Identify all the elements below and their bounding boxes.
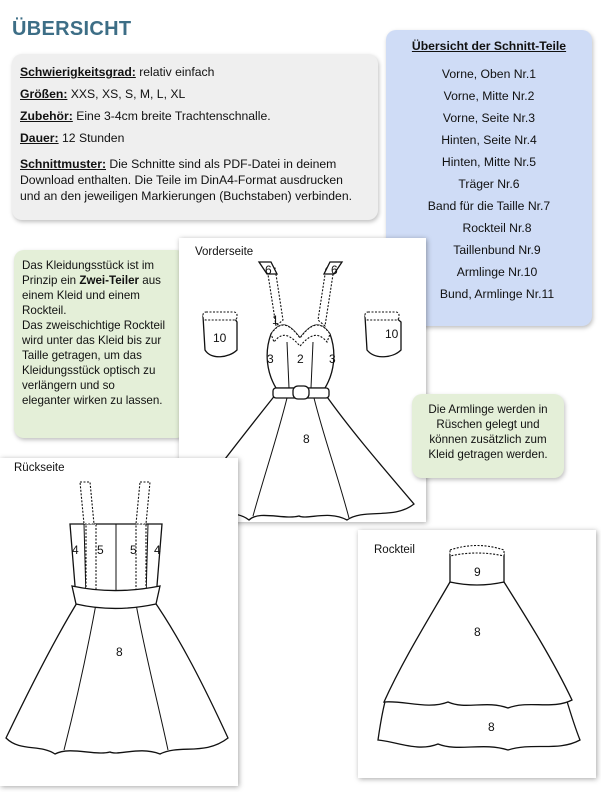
skirt-drawing (358, 530, 596, 778)
part-item: Rockteil Nr.8 (462, 221, 532, 235)
note-line: verlängern und so (22, 379, 115, 392)
front-view-label: Vorderseite (195, 246, 254, 258)
part-item: Vorne, Seite Nr.3 (442, 111, 536, 125)
front-strap-number-left: 6 (265, 263, 272, 277)
page-title: ÜBERSICHT (12, 18, 132, 40)
note-line: wird unter das Kleid bis zur (22, 334, 162, 347)
front-skirt-number: 8 (303, 432, 310, 446)
pattern-row (20, 156, 370, 204)
two-piece-note (14, 250, 186, 438)
back-side-number-right: 4 (154, 543, 161, 557)
note-line: Kleidungsstück optisch zu (22, 364, 156, 377)
skirt-panel (358, 530, 596, 778)
part-item: Vorne, Oben Nr.1 (441, 67, 537, 81)
part-item: Vorne, Mitte Nr.2 (443, 89, 535, 103)
back-view-panel (0, 458, 238, 786)
difficulty-row (20, 64, 370, 80)
part-item: Träger Nr.6 (458, 177, 520, 191)
skirt-label: Rockteil (374, 544, 415, 556)
part-item: Band für die Taille Nr.7 (427, 199, 551, 213)
accessories-row (20, 108, 370, 124)
front-arm-number-right: 10 (385, 327, 399, 341)
pattern-label: Schnittmuster: (20, 157, 106, 171)
part-item: Bund, Armlinge Nr.11 (439, 287, 555, 301)
note-line: aus (139, 274, 161, 287)
back-middle-number-left: 5 (97, 543, 104, 557)
sizes-label: Größen: (20, 87, 68, 101)
note-line: Die Armlinge werden in (428, 403, 548, 416)
back-skirt-number: 8 (116, 645, 123, 659)
back-middle-number-right: 5 (130, 543, 137, 557)
front-strap-number-right: 6 (331, 263, 338, 277)
difficulty-value: relativ einfach (139, 65, 215, 79)
note-line: können zusätzlich zum (429, 433, 547, 446)
pattern-line2: Download enthalten. Die Teile im DinA4-Format ausdrucken (20, 173, 343, 187)
front-arm-number-left: 10 (213, 331, 227, 345)
note-line: Taille getragen, um das (22, 349, 142, 362)
sizes-value: XXS, XS, S, M, L, XL (70, 87, 186, 101)
skirt-upper-number: 8 (474, 625, 481, 639)
duration-row (20, 130, 370, 146)
note-line: Prinzip ein (22, 274, 80, 287)
pattern-line3: und an den jeweiligen Markierungen (Buchstaben) verbinden. (20, 189, 352, 203)
part-item: Hinten, Seite Nr.4 (441, 133, 537, 147)
info-card (12, 54, 378, 220)
back-view-label: Rückseite (14, 462, 65, 474)
duration-label: Dauer: (20, 131, 59, 145)
note-line: Das zweischichtige Rockteil (22, 319, 166, 332)
skirt-lower-number: 8 (488, 720, 495, 734)
note-line: Rüschen gelegt und (436, 418, 540, 431)
note-line: eleganter wirken zu lassen. (22, 394, 163, 407)
pattern-line1: Die Schnitte sind als PDF-Datei in deinem (109, 157, 337, 171)
parts-heading: Übersicht der Schnitt-Teile (411, 39, 567, 53)
sizes-row (20, 86, 370, 102)
note-line: einem Kleid und einem (22, 289, 140, 302)
part-item: Taillenbund Nr.9 (453, 243, 541, 257)
front-side-number-right: 3 (329, 352, 336, 366)
back-dress-drawing (0, 458, 238, 786)
skirt-band-number: 9 (474, 565, 481, 579)
armlets-note (412, 394, 564, 478)
note-emphasis: Zwei-Teiler (79, 274, 140, 287)
front-middle-number: 2 (297, 352, 304, 366)
part-item: Hinten, Mitte Nr.5 (441, 155, 537, 169)
accessories-value: Eine 3-4cm breite Trachtenschnalle. (76, 109, 271, 123)
part-item: Armlinge Nr.10 (456, 265, 538, 279)
difficulty-label: Schwierigkeitsgrad: (20, 65, 136, 79)
note-line: Das Kleidungsstück ist im (22, 259, 155, 272)
front-top-number: 1 (272, 313, 279, 327)
note-line: Kleid getragen werden. (428, 448, 548, 461)
duration-value: 12 Stunden (62, 131, 125, 145)
accessories-label: Zubehör: (20, 109, 73, 123)
note-line: Rockteil. (22, 304, 67, 317)
back-side-number-left: 4 (72, 543, 79, 557)
front-side-number-left: 3 (267, 352, 274, 366)
